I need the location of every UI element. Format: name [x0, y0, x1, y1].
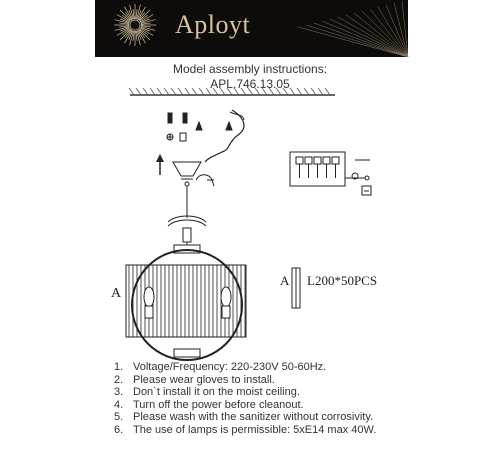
note-item: 6. The use of lamps is permissible: 5xE14 max 40W. — [114, 423, 377, 436]
note-item: 1. Voltage/Frequency: 220-230V 50-60Hz. — [114, 361, 327, 373]
note-item: 4. Turn off the power before cleanout. — [114, 398, 304, 411]
canopy — [173, 162, 201, 218]
terminal-screw — [305, 157, 312, 164]
terminal-screw — [296, 157, 303, 164]
notes-list — [114, 361, 376, 437]
power-wire — [205, 110, 244, 162]
terminal-screw — [323, 157, 330, 164]
bulb-left-icon — [144, 287, 154, 318]
terminal-block — [290, 152, 370, 186]
glass-rod-part — [292, 268, 300, 308]
model-number: APL.746.13.05 — [210, 77, 290, 91]
brand-name: Aployt — [175, 10, 251, 39]
part-label-a-side: A — [280, 273, 290, 288]
terminal-screw — [314, 157, 321, 164]
part-spec-label: L200*50PCS — [307, 273, 378, 288]
banner-fan-lines — [298, 1, 408, 57]
doc-title: Model assembly instructions: — [172, 62, 328, 76]
note-item: 5. Please wash with the sanitizer without corrosivity. — [114, 411, 374, 424]
bulb-right-icon — [221, 287, 231, 318]
note-item: 2. Please wear gloves to install. — [114, 373, 275, 386]
sunburst-logo-icon — [114, 4, 156, 46]
mounting-screws-icon — [167, 113, 232, 141]
chain-link — [168, 216, 206, 242]
part-label-a: A — [111, 286, 122, 301]
ground-symbol-icon — [362, 186, 371, 195]
hook-icon — [196, 175, 214, 186]
terminal-screw — [332, 157, 339, 164]
arrow-up-icon — [156, 154, 164, 175]
note-item: 3. Don`t install it on the moist ceiling. — [114, 386, 300, 399]
